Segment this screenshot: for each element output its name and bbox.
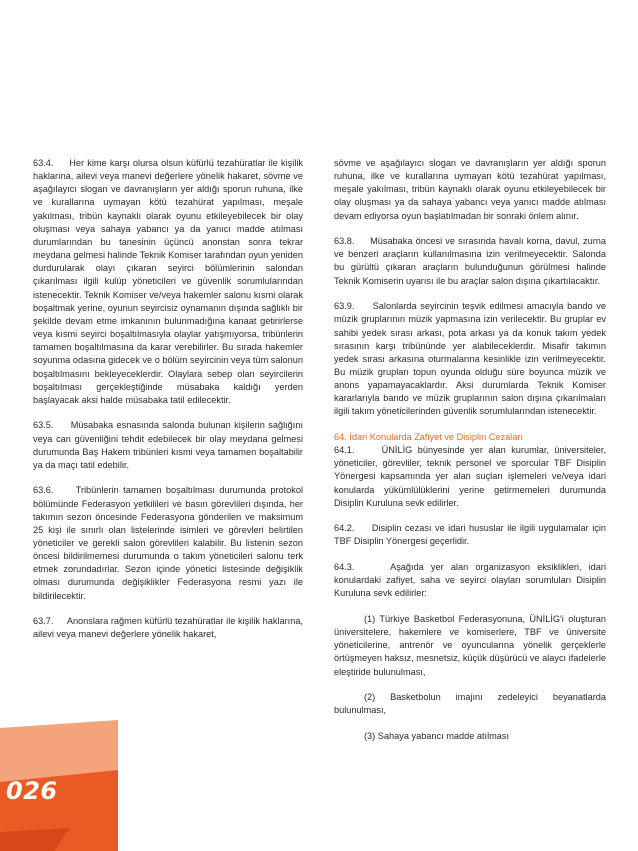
paragraph-64-1: 64.1. ÜNİLİG bünyesinde yer alan kurumlar, üniversiteler, yöneticiler, görevliler, teknik personel ve sporcular TBF Disiplin Yönergesi kapsamında yer alan suçları işlemeleri ve/veya idari konularda yükümlülüklerini yerine getirmemeleri durumunda Disiplin Kuruluna sevk edilirler.	[334, 445, 606, 508]
list-item-3: (3) Sahaya yabancı madde atılması	[364, 730, 510, 741]
paragraph-63-8: 63.8. Müsabaka öncesi ve sırasında havalı korna, davul, zurna ve benzeri araçların kullanılmasına izin verilmeyecektir. Salonda bu gürültü çıkaran araçların bulunduğunun görülmesi halinde Teknik Komiserin uyarısı ile bu araçlar salon dışına çıkartılacaktır.	[334, 236, 606, 286]
paragraph-63-7: 63.7. Anonslara rağmen küfürlü tezahüratlar ile kişilik haklarına, ailevi veya manevi değerlere yönelik hakaret,	[33, 616, 303, 640]
list-item-2: (2) Basketbolun imajını zedeleyici beyanatlarda bulunulması,	[334, 692, 606, 716]
paragraph-64-2: 64.2. Disiplin cezası ve idari hususlar ile ilgili uygulamalar için TBF Disiplin Yönergesi geçerlidir.	[334, 523, 606, 547]
paragraph-63-9: 63.9. Salonlarda seyircinin teşvik edilmesi amacıyla bando ve müzik gruplarının müzik yapmasına izin verilecektir. Bu gruplar ev sahibi yedek sırası arkası, pota arkası ya da konuk takım yedek sırasının karşı tribününde yer alabileceklerdir. Misafir takımın yedek sırası arkasına oturmalarına kesinlikle izin verilmeyecektir. Bu müzik grupları topun oyunda olduğu süre boyunca müzik ve anons yapamayacaklardır. Aksi durumlarda Teknik Komiser kararlarıyla bando ve müzik gruplarının salon dışına çıkarılmaları ilgili takım yöneticilerinden güvenlik sorumlularından istenecektir.	[334, 301, 606, 417]
right-column	[334, 157, 606, 743]
paragraph-63-7-continued: sövme ve aşağılayıcı slogan ve davranışların yer aldığı sporun ruhuna, ilke ve kurallarına uymayan kötü tezahürat yapılması, meşale yakılması, tribün kaynaklı olarak oyunu etkileyebilecek bir olay oluşması ya da sahaya yabancı veya yanıcı madde atılması devam ediyorsa oyun başlatılmadan bir sonraki önlem alınır.	[334, 158, 606, 221]
paragraph-63-5: 63.5. Müsabaka esnasında salonda bulunan kişilerin sağlığını veya can güvenliğini tehdit edebilecek bir olay meydana gelmesi durumunda Baş Hakem tribünleri kısmi veya tamamen boşaltabilir ya da maçı tatil edebilir.	[33, 420, 303, 470]
section-heading-64: 64. İdari Konularda Zafiyet ve Disiplin Cezaları	[334, 431, 523, 442]
paragraph-63-6: 63.6. Tribünlerin tamamen boşaltılması durumunda protokol bölümünde Federasyon yetkilileri ve basın görevlileri dışında, her takımın sezon öncesinde Federasyona gönderilen ve maksimum 25 kişi ile sınırlı olan listelerinde isimleri ve görevleri belirtilen yöneticiler ve gerekli salon görevlileri kalabilir. Bu listenin sezon öncesi bildirilmemesi durumunda o takım yöneticileri salonu terk etmek zorundadırlar. Sezon içinde yönetici listesinde değişiklik olması durumunda değişiklikler Federasyona resmi yazı ile bildirilecektir.	[33, 485, 303, 601]
page-number: 026	[6, 777, 58, 805]
paragraph-64-3: 64.3. Aşağıda yer alan organizasyon eksiklikleri, idari konulardaki zafiyet, saha ve seyirci olayları sorumluları Disiplin Kuruluna sevk edilirler:	[334, 562, 606, 599]
paragraph-63-4: 63.4. Her kime karşı olursa olsun küfürlü tezahüratlar ile kişilik haklarına, ailevi veya manevi değerlere yönelik hakaret, sövme ve aşağılayıcı slogan ve davranışların yer aldığı sporun ruhuna, ilke ve kurallarına uymayan kötü tezahürat yapılması, meşale yakılması, tribün kaynaklı olarak oyunu etkileyebilecek bir olay oluşması veya sahaya yabancı ya da yanıcı madde atılması durumlarından bu tanesinin üçüncü anonstan sonra tekrar meydana gelmesi halinde Teknik Komiser tarafından oyun yeniden durdurularak olayı çıkaran seyirci bölümlerinin salondan çıkarılması ilgili kulüp yöneticileri ve güvenlik sorumlularından istenecektir. Teknik Komiser ve/veya hakemler salonu kısmi olarak boşaltmak yerine, oyunun seyircisiz oynamanın dışında sağlıklı bir şekilde devam etme imkanının bulunmadığına kanaat getirirlerse veya kısmi seyirci boşaltılmasıyla olaylar yatışmıyorsa, tribünlerin tamamen boşaltılmasına da karar verebilirler. Bu sırada hakemler soyunma odasına gidecek ve o bölüm seyircinin veya tüm salonun boşaltılmasını bekleyeceklerdir. Olaylara sebep olan seyircilerin boşaltılması gerçekleştiğinde müsabaka kaldığı yerden başlayacak aksi halde müsabaka tatil edilecektir.	[33, 158, 304, 405]
list-item-1: (1) Türkiye Basketbol Federasyonuna, ÜNİLİG'i oluşturan üniversitelere, hakemlere ve komiserlere, TBF ve üniversite yöneticilerine, antrenör ve oyuncularına yönelik gerçeklerle örtüşmeyen haksız, mesnetsiz, küçük düşürücü ve alaycı ifadelerle eleştiride bulunulması,	[334, 613, 606, 677]
left-column	[33, 157, 303, 641]
